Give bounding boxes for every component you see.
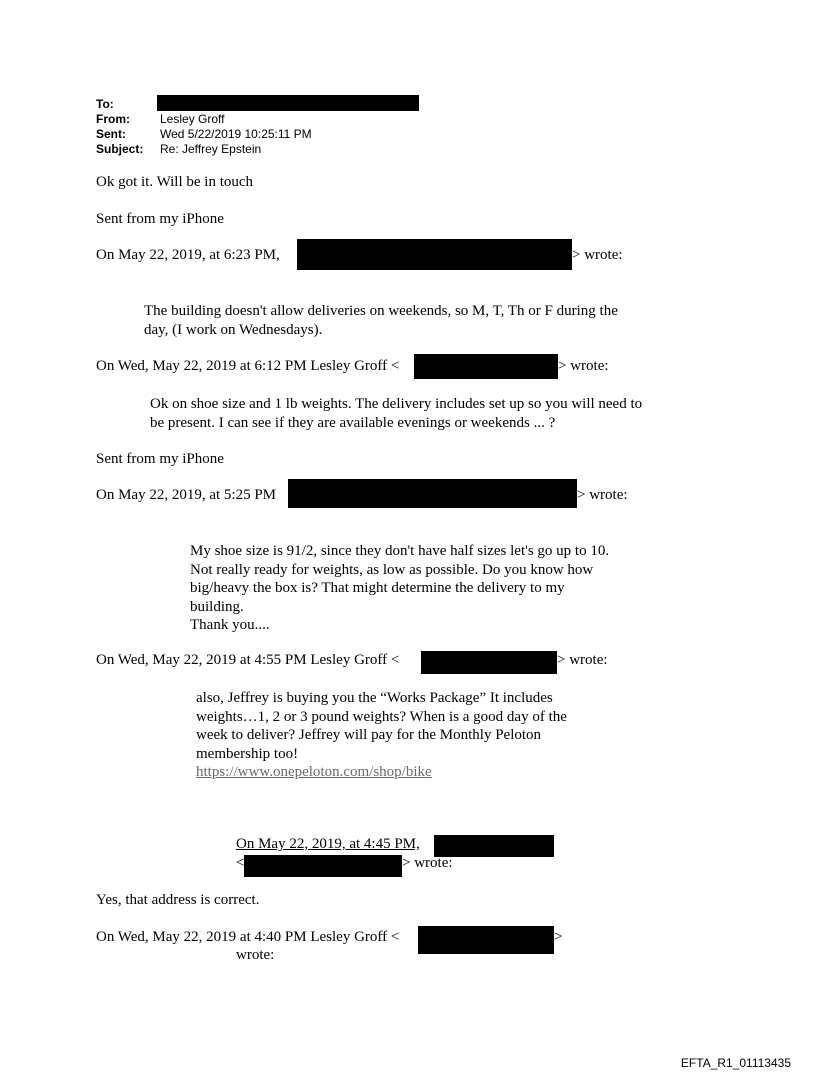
quote-header-1-suffix: > wrote: — [572, 247, 623, 263]
quote-header-4-suffix: > wrote: — [557, 652, 608, 668]
quote-header-4-prefix: On Wed, May 22, 2019 at 4:55 PM Lesley Groff < — [96, 652, 400, 668]
quote-header-4-redaction — [421, 651, 557, 674]
message-paragraph-1: The building doesn't allow deliveries on weekends, so M, T, Th or F during the day, (I work on Wednesdays). — [144, 303, 618, 338]
sent-from-iphone-2: Sent from my iPhone — [96, 451, 224, 467]
quote-header-2-suffix: > wrote: — [558, 358, 609, 374]
message-paragraph-3: My shoe size is 91/2, since they don't have half sizes let's go up to 10. Not really ready for weights, as low as possible. Do you know how big/heavy the box is? That might determine the delivery to my building. Thank you.... — [190, 543, 610, 633]
quote-header-5-redaction-b — [244, 855, 402, 877]
quote-header-3-suffix: > wrote: — [577, 487, 628, 503]
reply-text: Ok got it. Will be in touch — [96, 174, 254, 190]
to-redaction — [157, 95, 419, 111]
document-id: EFTA_R1_01113435 — [680, 1056, 791, 1070]
sent-from-iphone-1: Sent from my iPhone — [96, 211, 224, 227]
quote-header-2-prefix: On Wed, May 22, 2019 at 6:12 PM Lesley Groff < — [96, 358, 400, 374]
peloton-link[interactable]: https://www.onepeloton.com/shop/bike — [196, 764, 432, 780]
quote-header-5-redaction-a — [434, 835, 554, 857]
quote-header-6-suffix: > — [554, 929, 563, 945]
quote-header-6-redaction — [418, 926, 554, 954]
quote-header-6-prefix: On Wed, May 22, 2019 at 4:40 PM Lesley Groff < — [96, 929, 400, 945]
quote-header-1-prefix: On May 22, 2019, at 6:23 PM, — [96, 247, 280, 263]
sent-value: Wed 5/22/2019 10:25:11 PM — [160, 127, 312, 141]
address-confirmation: Yes, that address is correct. — [96, 892, 260, 908]
quote-header-5-line2-prefix: < — [236, 855, 245, 871]
quote-header-3-prefix: On May 22, 2019, at 5:25 PM — [96, 487, 276, 503]
quote-header-2-redaction — [414, 354, 558, 379]
quote-header-6-line2: wrote: — [236, 947, 275, 963]
to-label: To: — [96, 97, 114, 111]
quote-header-5-line2-suffix: > wrote: — [402, 855, 453, 871]
from-label: From: — [96, 112, 130, 126]
quote-header-3-redaction — [288, 479, 577, 508]
quote-header-5-line1: On May 22, 2019, at 4:45 PM, — [236, 836, 420, 852]
subject-label: Subject: — [96, 142, 144, 156]
message-paragraph-2: Ok on shoe size and 1 lb weights. The delivery includes set up so you will need to be present. I can see if they are available evenings or weekends ... ? — [150, 396, 643, 431]
sent-label: Sent: — [96, 127, 126, 141]
quote-header-1-redaction — [297, 239, 572, 270]
message-paragraph-4: also, Jeffrey is buying you the “Works Package” It includes weights…1, 2 or 3 pound weights? When is a good day of the week to deliver? Jeffrey will pay for the Monthly Peloton membership too! https://www.onepeloton.com/shop/bike — [196, 690, 567, 780]
subject-value: Re: Jeffrey Epstein — [160, 142, 262, 156]
from-value: Lesley Groff — [160, 112, 225, 126]
